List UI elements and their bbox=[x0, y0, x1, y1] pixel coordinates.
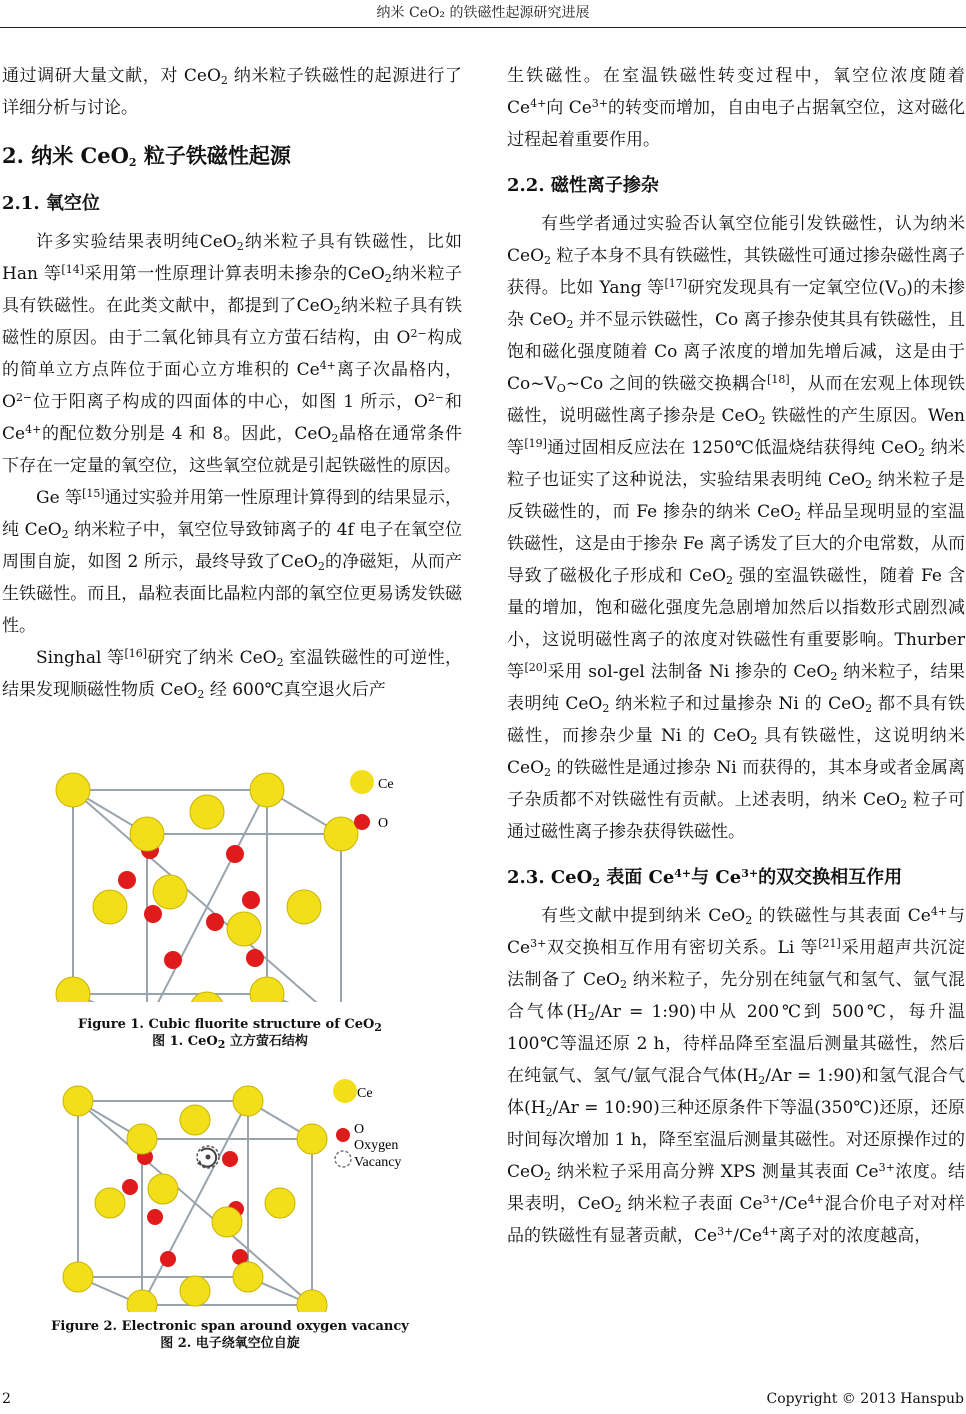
cerium-atom bbox=[148, 1174, 178, 1204]
cerium-atom bbox=[180, 1276, 210, 1306]
figure-2-caption-zh: 图 2. 电子绕氧空位自旋 bbox=[160, 1336, 300, 1351]
header-rule bbox=[0, 27, 966, 28]
cerium-atom bbox=[250, 773, 284, 807]
paragraph-oxygen-vacancy-1: 许多实验结果表明纯CeO$_2$纳米粒子具有铁磁性，比如 Han 等[14]采用第一性原理计算表明未掺杂的CeO$_2$纳米粒子具有铁磁性。在此类文献中，都提到了CeO$_2$纳米粒子具有铁磁性的原因。由于二氧化铈具有立方萤石结构，由 $O^{2-}$构成的简单立方点阵位于面心立方堆积的 $Ce^{4+}$离子次晶格内，$O^{2-}$位于阳离子构成的四面体的中心，如图 1 所示，$O^{2-}$和 $Ce^{4+}$的配位数分别是 4 和 8。因此，CeO$_2$晶格在通常条件下存在一定量的氧空位，这些氧空位就是引起铁磁性的原因。 bbox=[2, 232, 463, 476]
cerium-atom bbox=[127, 1124, 157, 1154]
figure-1-caption-en: Figure 1. Cubic fluorite structure of CeO$_2$ bbox=[78, 1017, 382, 1034]
cerium-atom bbox=[153, 875, 187, 909]
figure-1-caption bbox=[30, 1016, 430, 1050]
figure-2-caption bbox=[30, 1318, 430, 1352]
legend-ce-atom-icon bbox=[333, 1079, 357, 1103]
oxygen-vacancy-spin-diagram bbox=[60, 1077, 420, 1312]
cerium-atom bbox=[212, 1207, 242, 1237]
cerium-atom bbox=[297, 1290, 327, 1312]
section-2-1-heading: 2.1. 氧空位 bbox=[2, 193, 100, 214]
legend-ce-label: Ce bbox=[357, 1086, 373, 1101]
paragraph-continued: 生铁磁性。在室温铁磁性转变过程中，氧空位浓度随着 $Ce^{4+}$向 $Ce^{3+}$的转变而增加，自由电子占据氧空位，这对磁化过程起着重要作用。 bbox=[507, 66, 965, 150]
running-header: 纳米 CeO₂ 的铁磁性起源研究进展 bbox=[376, 5, 590, 21]
section-2-2-heading: 2.2. 磁性离子掺杂 bbox=[507, 175, 659, 196]
cerium-atom bbox=[130, 817, 164, 851]
left-column bbox=[2, 60, 462, 706]
legend-o-atom-icon bbox=[336, 1128, 350, 1142]
figure-1 bbox=[55, 762, 405, 1002]
oxygen-atom bbox=[118, 871, 136, 889]
cerium-atom bbox=[95, 1188, 125, 1218]
paragraph-double-exchange: 有些文献中提到纳米 CeO$_2$ 的铁磁性与其表面 $Ce^{4+}$与 $Ce^{3+}$双交换相互作用有密切关系。Li 等[21]采用超声共沉淀法制备了 CeO$_2$ 纳米粒子，先分别在纯氩气和氢气、氩气混合气体($H_2/Ar$ = 1:90)中从 200℃到 500℃，每升温 100℃等温还原 2 h，待样品降至室温后测量其磁性，然后在纯氩气、氢气/氩气混合气体($H_2/Ar$ = 1:90)和氢气混合气体($H_2/Ar$ = 10:90)三种还原条件下等温(350℃)还原，还原时间每次增加 1 h，降至室温后测量其磁性。对还原操作过的 CeO$_2$ 纳米粒子采用高分辨 XPS 测量其表面 $Ce^{3+}$浓度。结果表明，CeO$_2$ 纳米粒子表面 $Ce^{3+}/Ce^{4+}$混合价电子对对样品的铁磁性有显著贡献，$Ce^{3+}/Ce^{4+}$离子对的浓度越高， bbox=[507, 905, 966, 1246]
paragraph-magnetic-doping: 有些学者通过实验否认氧空位能引发铁磁性，认为纳米 CeO$_2$ 粒子本身不具有铁磁性，其铁磁性可通过掺杂磁性离子获得。比如 Yang 等[17]研究发现具有一定氧空位$(V_O)$的未掺杂 CeO$_2$ 并不显示铁磁性，Co 离子掺杂使其具有铁磁性，且饱和磁化强度随着 Co 离子浓度的增加先增后减，这是由于 $Co\sim V_O\sim Co$ 之间的铁磁交换耦合[18]，从而在宏观上体现铁磁性，说明磁性离子掺杂是 CeO$_2$ 铁磁性的产生原因。Wen 等[19]通过固相反应法在 1250℃低温烧结获得纯 CeO$_2$ 纳米粒子也证实了这种说法，实验结果表明纯 CeO$_2$ 纳米粒子是反铁磁性的，而 Fe 掺杂的纳米 CeO$_2$ 样品呈现明显的室温铁磁性，这是由于掺杂 Fe 离子诱发了巨大的介电常数，从而导致了磁极化子形成和 CeO$_2$ 强的室温铁磁性，随着 Fe 含量的增加，饱和磁化强度先急剧增加然后以指数形式剧烈减小，这说明磁性离子的浓度对铁磁性有重要影响。Thurber 等[20]采用 sol-gel 法制备 Ni 掺杂的 CeO$_2$ 纳米粒子，结果表明纯 CeO$_2$ 纳米粒子和过量掺杂 Ni 的 CeO$_2$ 都不具有铁磁性，而掺杂少量 Ni 的 CeO$_2$ 具有铁磁性，这说明纳米 CeO$_2$ 的铁磁性是通过掺杂 Ni 而获得的，其本身或者金属离子杂质都不对铁磁性有贡献。上述表明，纳米 CeO$_2$ 粒子可通过磁性离子掺杂获得铁磁性。 bbox=[507, 214, 966, 842]
oxygen-atom bbox=[122, 1179, 138, 1195]
cerium-atom bbox=[297, 1124, 327, 1154]
oxygen-atom bbox=[226, 845, 244, 863]
cerium-atom bbox=[127, 1290, 157, 1312]
fluorite-structure-diagram bbox=[55, 762, 405, 1002]
cerium-atom bbox=[233, 1262, 263, 1292]
oxygen-atom bbox=[147, 1209, 163, 1225]
right-column bbox=[507, 60, 965, 1252]
figure-2-caption-en: Figure 2. Electronic span around oxygen vacancy bbox=[51, 1319, 409, 1334]
cerium-atom bbox=[227, 912, 261, 946]
cerium-atom bbox=[265, 1188, 295, 1218]
legend-ce-label: Ce bbox=[378, 777, 394, 792]
legend-o-label: O bbox=[378, 816, 389, 831]
cerium-atom bbox=[93, 890, 127, 924]
cerium-atom bbox=[56, 977, 90, 1002]
paragraph-oxygen-vacancy-2: Ge 等[15]通过实验并用第一性原理计算得到的结果显示，纯 CeO$_2$ 纳米粒子中，氧空位导致铈离子的 4f 电子在氧空位周围自旋，如图 2 所示，最终导致了CeO$_2$的净磁矩，从而产生铁磁性。而且，晶粒表面比晶粒内部的氧空位更易诱发铁磁性。 bbox=[2, 487, 462, 636]
oxygen-atom bbox=[206, 913, 224, 931]
oxygen-atom bbox=[160, 1251, 176, 1267]
cerium-atom bbox=[287, 890, 321, 924]
oxygen-atom bbox=[144, 905, 162, 923]
oxygen-atom bbox=[242, 891, 260, 909]
copyright-notice: Copyright © 2013 Hanspub bbox=[766, 1391, 964, 1407]
oxygen-atom bbox=[164, 951, 182, 969]
legend-vacancy-label: Vacancy bbox=[354, 1155, 402, 1170]
legend-ce-atom-icon bbox=[350, 770, 374, 794]
cerium-atom bbox=[190, 795, 224, 829]
oxygen-atom bbox=[222, 1151, 238, 1167]
section-2-heading: 2. 纳米 CeO$_2$ 粒子铁磁性起源 bbox=[2, 143, 291, 169]
legend-o-atom-icon bbox=[354, 814, 370, 830]
intro-paragraph: 通过调研大量文献，对 CeO$_2$ 纳米粒子铁磁性的起源进行了详细分析与讨论。 bbox=[2, 66, 462, 118]
cerium-atom bbox=[63, 1262, 93, 1292]
oxygen-atom bbox=[246, 949, 264, 967]
page-number: 2 bbox=[2, 1391, 11, 1407]
cerium-atom bbox=[63, 1086, 93, 1116]
figure-2 bbox=[60, 1077, 420, 1312]
cerium-atom bbox=[56, 773, 90, 807]
cerium-atom bbox=[250, 977, 284, 1002]
figure-1-caption-zh: 图 1. CeO$_2$ 立方萤石结构 bbox=[152, 1034, 308, 1051]
section-2-3-heading: 2.3. CeO$_2$ 表面 $Ce^{4+}$与 $Ce^{3+}$的双交换相互作用 bbox=[507, 867, 903, 889]
cerium-atom bbox=[180, 1105, 210, 1135]
legend-o-label: O bbox=[354, 1122, 365, 1137]
electron-spin-icon bbox=[197, 1146, 219, 1168]
cerium-atom bbox=[233, 1086, 263, 1116]
paragraph-oxygen-vacancy-3: Singhal 等[16]研究了纳米 CeO$_2$ 室温铁磁性的可逆性，结果发现顺磁性物质 CeO$_2$ 经 600℃真空退火后产 bbox=[2, 647, 462, 701]
legend-oxygen-label: Oxygen bbox=[354, 1138, 399, 1153]
cerium-atom bbox=[324, 817, 358, 851]
legend-vacancy-icon bbox=[335, 1151, 351, 1167]
